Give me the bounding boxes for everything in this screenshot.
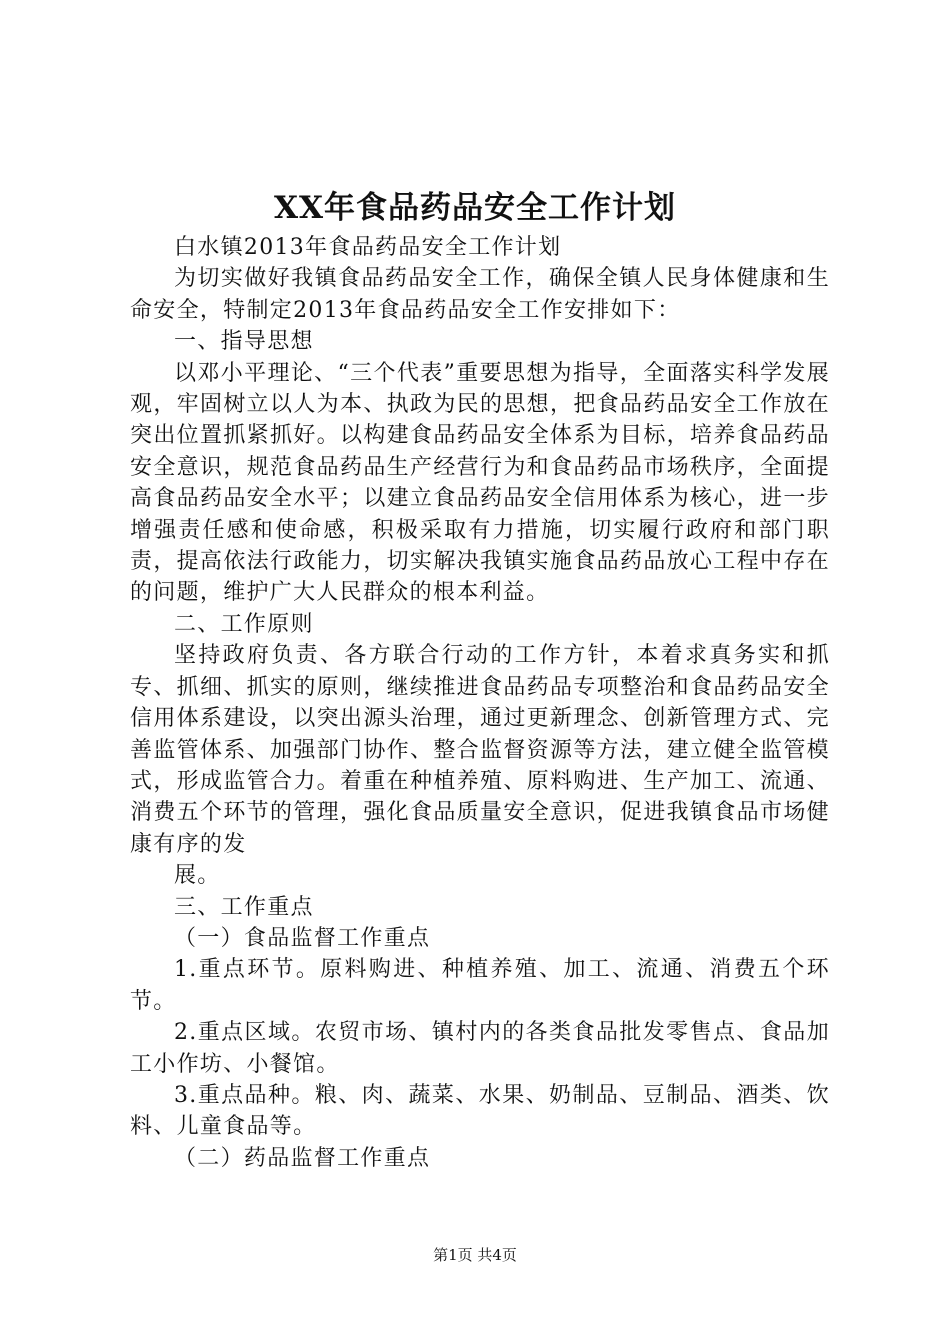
intro-paragraph: 为切实做好我镇食品药品安全工作，确保全镇人民身体健康和生命安全，特制定2013年食品药品安全工作安排如下： [130,266,830,323]
list-item-key-varieties: 3.重点品种。粮、肉、蔬菜、水果、奶制品、豆制品、酒类、饮料、儿童食品等。 [130,1082,830,1140]
subsection-heading-drug-supervision: （二）药品监督工作重点 [174,1145,431,1171]
section-heading-guiding-thought: 一、指导思想 [174,329,314,355]
document-title: XX年食品药品安全工作计划 [273,190,677,226]
page-number-footer: 第1页 共4页 [433,1246,517,1264]
list-item-key-links: 1.重点环节。原料购进、种植养殖、加工、流通、消费五个环节。 [130,957,830,1014]
subsection-heading-food-supervision: （一）食品监督工作重点 [174,925,431,951]
document-body [130,232,830,1174]
work-principles-paragraph: 坚持政府负责、各方联合行动的工作方针，本着求真务实和抓专、抓细、抓实的原则，继续推进食品药品专项整治和食品药品安全信用体系建设，以突出源头治理，通过更新理念、创新管理方式、完善监管体系、加强部门协作、整合监督资源等方法，建立健全监管模式，形成监管合力。着重在种植养殖、原料购进、生产加工、流通、消费五个环节的管理，强化食品质量安全意识，促进我镇食品市场健康有序的发 [130,643,830,857]
subtitle-paragraph: 白水镇2013年食品药品安全工作计划 [174,235,562,260]
list-item-key-areas: 2.重点区域。农贸市场、镇村内的各类食品批发零售点、食品加工小作坊、小餐馆。 [130,1020,830,1077]
work-principles-continuation: 展。 [174,863,221,889]
section-heading-work-focus: 三、工作重点 [174,894,314,920]
guiding-thought-paragraph: 以邓小平理论、“三个代表”重要思想为指导，全面落实科学发展观，牢固树立以人为本、执政为民的思想，把食品药品安全工作放在突出位置抓紧抓好。以构建食品药品安全体系为目标，培养食品药品安全意识，规范食品药品生产经营行为和食品药品市场秩序，全面提高食品药品安全水平；以建立食品药品安全信用体系为核心，进一步增强责任感和使命感，积极采取有力措施，切实履行政府和部门职责，提高依法行政能力，切实解决我镇实施食品药品放心工程中存在的问题，维护广大人民群众的根本利益。 [130,360,830,606]
section-heading-work-principles: 二、工作原则 [174,611,314,637]
